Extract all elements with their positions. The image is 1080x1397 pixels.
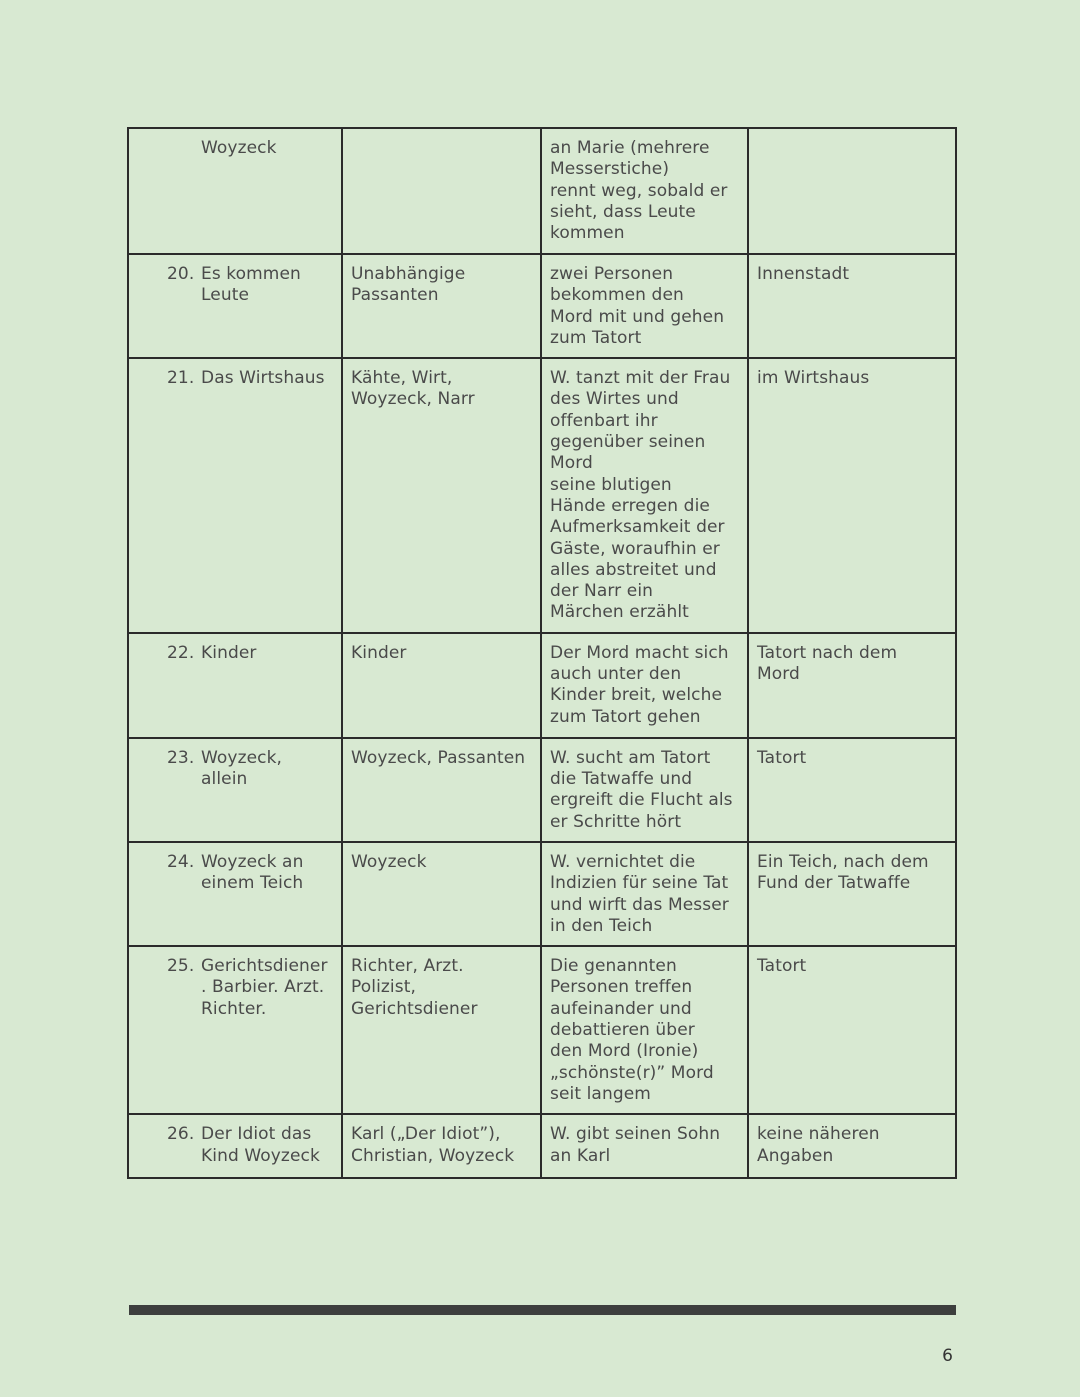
text-line: Gerichtsdiener (201, 956, 328, 977)
text-line: rennt weg, sobald er (550, 180, 728, 201)
cell-place (748, 358, 956, 633)
cell-scene (128, 254, 342, 358)
scene-number: 25. (167, 956, 195, 977)
text-line: debattieren über (550, 1020, 695, 1041)
cell-persons (342, 358, 541, 633)
text-line: Mord (757, 664, 800, 685)
text-line: Kinder (201, 642, 257, 663)
scene-number: 23. (167, 747, 195, 768)
text-line: Kinder breit, welche (550, 685, 723, 706)
text-line: Woyzeck (351, 851, 427, 872)
table-row (128, 738, 956, 842)
cell-persons (342, 128, 541, 254)
text-line: zwei Personen (550, 264, 674, 284)
cell-place (748, 128, 956, 254)
page-number: 6 (942, 1346, 953, 1366)
text-line: Personen treffen (550, 977, 693, 998)
text-line: offenbart ihr (550, 410, 658, 431)
text-line: Indizien für seine Tat (550, 873, 729, 894)
text-line: Tatort (757, 956, 807, 977)
scene-number: 20. (167, 264, 195, 284)
text-line: Gäste, woraufhin er (550, 538, 720, 559)
text-line: bekommen den (550, 285, 684, 306)
text-line: Mord mit und gehen (550, 306, 725, 327)
cell-scene (128, 128, 342, 254)
cell-content (541, 254, 748, 358)
table-row (128, 842, 956, 946)
text-line: Richter. (201, 998, 267, 1019)
text-line: und wirft das Messer (550, 894, 729, 915)
text-line: zum Tatort gehen (550, 706, 701, 727)
text-line: alles abstreitet und (550, 559, 717, 580)
table-row (128, 254, 956, 358)
text-line: Richter, Arzt. (351, 956, 464, 977)
cell-place (748, 842, 956, 946)
cell-persons (342, 842, 541, 946)
text-line: Leute (201, 285, 250, 306)
table-row (128, 358, 956, 633)
cell-content (541, 128, 748, 254)
text-line: Die genannten (550, 956, 677, 977)
text-line: Woyzeck, (201, 747, 283, 768)
table-row (128, 946, 956, 1114)
text-line: im Wirtshaus (757, 368, 870, 389)
text-line: Märchen erzählt (550, 602, 689, 623)
cell-content (541, 633, 748, 738)
text-line: . Barbier. Arzt. (201, 977, 325, 998)
text-line: seine blutigen (550, 474, 672, 495)
text-line: Woyzeck, Narr (351, 389, 475, 410)
cell-persons (342, 738, 541, 842)
text-line: Gerichtsdiener (351, 998, 478, 1019)
cell-place (748, 946, 956, 1114)
text-line: Innenstadt (757, 264, 850, 284)
text-line: einem Teich (201, 873, 304, 894)
scene-number: 22. (167, 642, 195, 663)
text-line: Woyzeck an (201, 851, 304, 872)
text-line: Der Mord macht sich (550, 642, 729, 663)
text-line: aufeinander und (550, 998, 692, 1019)
text-line: Fund der Tatwaffe (757, 873, 911, 894)
text-line: Kinder (351, 642, 407, 663)
cell-scene (128, 946, 342, 1114)
cell-persons (342, 946, 541, 1114)
text-line: Aufmerksamkeit der (550, 517, 725, 538)
cell-place (748, 254, 956, 358)
cell-content (541, 1114, 748, 1178)
cell-persons (342, 633, 541, 738)
text-line: die Tatwaffe und (550, 769, 693, 790)
text-line: in den Teich (550, 915, 653, 936)
text-line: Tatort nach dem (757, 642, 898, 663)
text-line: W. tanzt mit der Frau (550, 368, 731, 389)
text-line: ergreift die Flucht als (550, 790, 733, 811)
text-line: Tatort (757, 747, 807, 768)
text-line: Es kommen (201, 264, 301, 284)
text-line: Polizist, (351, 977, 416, 998)
cell-scene (128, 842, 342, 946)
cell-content (541, 842, 748, 946)
cell-content (541, 738, 748, 842)
text-line: Passanten (351, 285, 439, 306)
text-line: seit langem (550, 1083, 651, 1104)
text-line: kommen (550, 223, 625, 244)
text-line: Christian, Woyzeck (351, 1145, 515, 1166)
text-line: allein (201, 769, 248, 790)
text-line: an Karl (550, 1145, 611, 1166)
text-line: an Marie (mehrere (550, 138, 710, 158)
text-line: Karl („Der Idiot”), (351, 1124, 501, 1145)
table-body (128, 128, 956, 1178)
text-line: keine näheren (757, 1124, 880, 1145)
cell-content (541, 946, 748, 1114)
cell-place (748, 633, 956, 738)
text-line: Ein Teich, nach dem (757, 851, 929, 872)
text-line: auch unter den (550, 664, 682, 685)
text-line: W. gibt seinen Sohn (550, 1124, 721, 1145)
table-row (128, 128, 956, 254)
cell-scene (128, 738, 342, 842)
scene-number: 24. (167, 851, 195, 872)
table-row (128, 633, 956, 738)
text-line: Unabhängige (351, 264, 466, 284)
text-line: Mord (550, 453, 593, 474)
cell-scene (128, 633, 342, 738)
text-line: Angaben (757, 1145, 834, 1166)
text-line: des Wirtes und (550, 389, 679, 410)
text-line: den Mord (Ironie) (550, 1041, 699, 1062)
text-line: Der Idiot das (201, 1124, 312, 1145)
text-line: er Schritte hört (550, 811, 682, 832)
cell-scene (128, 1114, 342, 1178)
cell-content (541, 358, 748, 633)
table-row (128, 1114, 956, 1178)
text-line: „schönste(r)” Mord (550, 1062, 714, 1083)
scene-number: 21. (167, 368, 195, 389)
cell-persons (342, 1114, 541, 1178)
text-line: sieht, dass Leute (550, 201, 696, 222)
text-line: Das Wirtshaus (201, 368, 325, 389)
text-line: gegenüber seinen (550, 432, 706, 453)
text-line: der Narr ein (550, 581, 654, 602)
footer-divider-bar (129, 1305, 956, 1315)
scene-number: 26. (167, 1124, 195, 1145)
text-line: Woyzeck (201, 138, 277, 158)
text-line: zum Tatort (550, 327, 642, 348)
cell-persons (342, 254, 541, 358)
cell-place (748, 1114, 956, 1178)
text-line: Kähte, Wirt, (351, 368, 453, 389)
text-line: W. vernichtet die (550, 851, 696, 872)
text-line: Hände erregen die (550, 495, 710, 516)
cell-scene (128, 358, 342, 633)
text-line: W. sucht am Tatort (550, 747, 711, 768)
text-line: Kind Woyzeck (201, 1145, 320, 1166)
cell-place (748, 738, 956, 842)
scene-table (127, 127, 957, 1179)
text-line: Messerstiche) (550, 159, 670, 180)
text-line: Woyzeck, Passanten (351, 747, 526, 768)
